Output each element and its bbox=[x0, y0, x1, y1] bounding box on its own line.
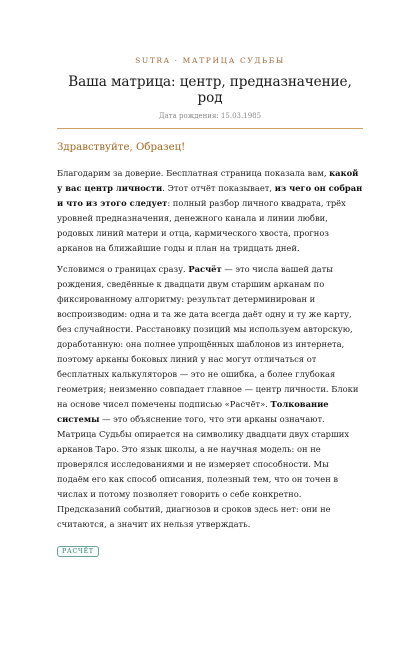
intro-text-2: . Этот отчёт показывает, bbox=[162, 183, 275, 193]
bounds-text-1: Условимся о границах сразу. bbox=[57, 264, 189, 274]
report-page bbox=[0, 56, 420, 650]
greeting: Здравствуйте, Образец! bbox=[57, 142, 186, 153]
header-divider bbox=[57, 128, 363, 129]
intro-bold-1: какой у вас центр личности bbox=[57, 168, 359, 193]
page-title: Ваша матрица: центр, предназначение, род bbox=[68, 74, 352, 106]
brand-label: SUTRA · МАТРИЦА СУДЬБЫ bbox=[135, 56, 285, 65]
bounds-text-3: — это объяснение того, что эти арканы означают. Матрица Судьбы опирается на символику двадцати двух старших арканов Таро. Это язык школы, а не научная модель: он не проверялся исследованиями и не измеряет способности. Мы подаём его как способ описания, полезный тем, что он точен в числах и потому позволяет говорить о себе конкретно. Предсказаний событий, диагнозов и сроков здесь нет: они не считаются, а значит их нельзя утверждать. bbox=[57, 414, 350, 529]
calculation-badge: РАСЧЁТ bbox=[57, 546, 99, 557]
boundaries-paragraph bbox=[57, 262, 363, 532]
intro-text-1: Благодарим за доверие. Бесплатная страница показала вам, bbox=[57, 168, 330, 178]
intro-paragraph bbox=[57, 166, 363, 256]
bounds-bold-2: Толкование системы bbox=[57, 399, 329, 424]
birth-date: Дата рождения: 15.03.1985 bbox=[158, 112, 262, 120]
bounds-bold-1: Расчёт bbox=[188, 264, 222, 274]
bounds-text-2: — это числа вашей даты рождения, сведённые к двадцати двум старшим арканам по фиксированному алгоритму: результат детерминирован и воспроизводим: одна и та же дата всегда даёт одну и ту же карту, без случайности. Расстановку позиций мы используем авторскую, доработанную: она полнее упрощённых шаблонов из интернета, поэтому арканы боковых линий у нас могут отличаться от бесплатных калькуляторов — это не ошибка, а более глубокая геометрия; неизменно совпадает главное — центр личности. Блоки на основе чисел помечены подписью «Расчёт». bbox=[57, 264, 359, 409]
intro-bold-2: из чего он собран и что из этого следует bbox=[57, 183, 363, 208]
intro-text-3: : полный разбор личного квадрата, трёх уровней предназначения, денежного канала и линии любви, родовых линий матери и отца, кармического хвоста, прогноз арканов на ближайшие годы и план на тридцать дней. bbox=[57, 198, 346, 253]
